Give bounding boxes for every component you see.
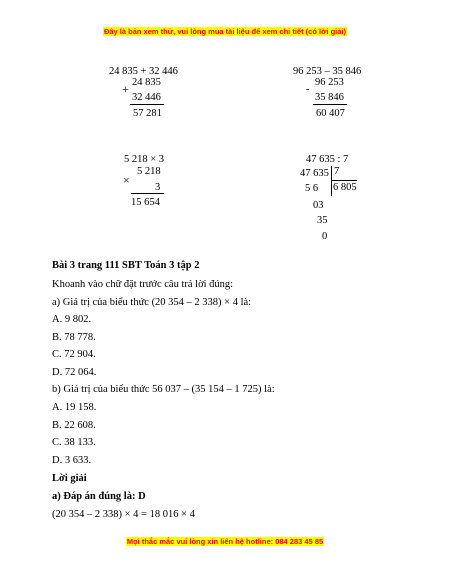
question-a-option-a: A. 9 802. [52, 314, 92, 325]
division-bar-horizontal [331, 180, 357, 181]
question-b-option-a: A. 19 158. [52, 402, 97, 413]
exercise-heading: Bài 3 trang 111 SBT Toán 3 tập 2 [52, 260, 200, 271]
subtraction-operand-1: 96 253 [315, 77, 344, 88]
question-a-option-b: B. 78 778. [52, 332, 96, 343]
solution-heading: Lời giải [52, 473, 87, 484]
plus-sign: + [122, 82, 129, 96]
preview-notice-text: Đây là bản xem thử, vui lòng mua tài liệu để xem chi tiết (có lời giải) [103, 27, 347, 36]
division-step-3: 35 [317, 215, 328, 226]
division-step-4: 0 [322, 231, 328, 242]
division-step-2: 03 [313, 200, 324, 211]
multiplication-result-line [131, 193, 164, 194]
division-quotient: 6 805 [333, 182, 357, 193]
division-divisor: 7 [334, 166, 340, 177]
subtraction-expression: 96 253 – 35 846 [293, 66, 362, 77]
addition-result-line [130, 104, 164, 105]
question-b: b) Giá trị của biểu thức 56 037 – (35 154 – 1 725) là: [52, 384, 275, 395]
question-a-option-c: C. 72 904. [52, 349, 96, 360]
addition-expression: 24 835 + 32 446 [109, 66, 178, 77]
division-step-1: 5 6 [305, 183, 319, 194]
hotline-banner [0, 537, 450, 546]
instruction-text: Khoanh vào chữ đặt trước câu trả lời đúng: [52, 279, 234, 290]
answer-a: a) Đáp án đúng là: D [52, 491, 146, 502]
minus-sign: - [306, 84, 310, 95]
addition-operand-2: 32 446 [132, 92, 161, 103]
answer-a-work: (20 354 – 2 338) × 4 = 18 016 × 4 [52, 509, 195, 520]
multiplication-operand-2: 3 [155, 182, 161, 193]
addition-operand-1: 24 835 [132, 77, 161, 88]
question-a-option-d: D. 72 064. [52, 367, 97, 378]
question-b-option-c: C. 38 133. [52, 437, 96, 448]
subtraction-result: 60 407 [316, 108, 345, 119]
times-sign: × [123, 173, 130, 187]
question-b-option-d: D. 3 633. [52, 455, 92, 466]
question-a: a) Giá trị của biểu thức (20 354 – 2 338) × 4 là: [52, 297, 252, 308]
multiplication-result: 15 654 [131, 197, 160, 208]
division-bar-vertical [331, 166, 332, 196]
question-b-option-b: B. 22 608. [52, 420, 96, 431]
preview-notice-banner [0, 27, 450, 36]
multiplication-operand-1: 5 218 [137, 166, 161, 177]
division-expression: 47 635 : 7 [306, 154, 349, 165]
addition-result: 57 281 [133, 108, 162, 119]
subtraction-operand-2: 35 846 [315, 92, 344, 103]
division-dividend: 47 635 [300, 168, 329, 179]
multiplication-expression: 5 218 × 3 [124, 154, 165, 165]
subtraction-result-line [313, 104, 347, 105]
hotline-text: Mọi thắc mắc vui lòng xin liên hệ hotline: 084 283 45 85 [126, 537, 324, 546]
